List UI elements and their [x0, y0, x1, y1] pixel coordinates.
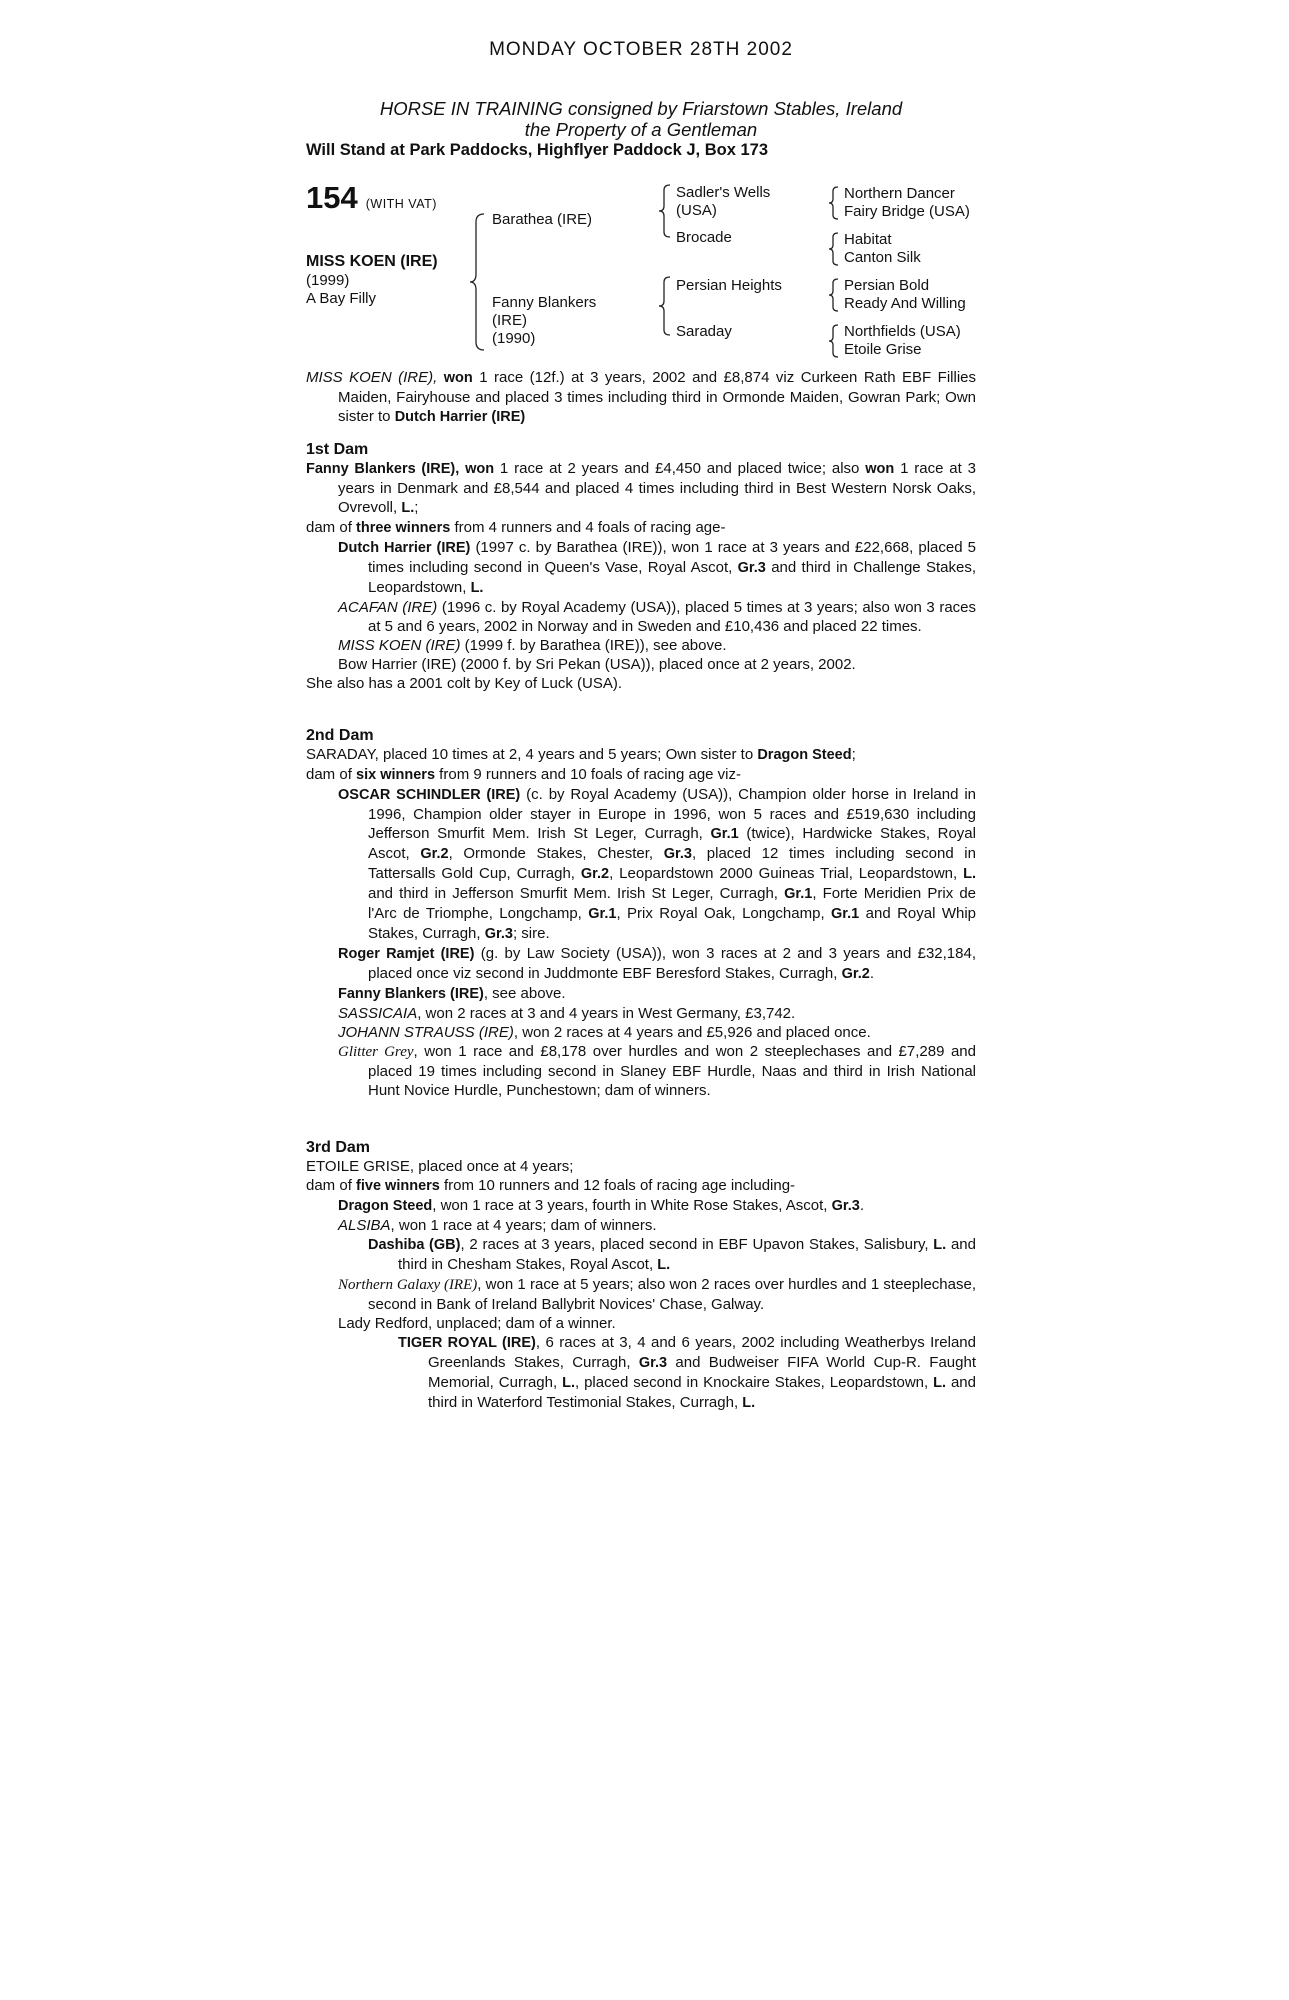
progeny-miss-koen — [306, 636, 976, 655]
progeny-text: , Forte Meridien Prix de l'Arc de Triomphe, Longchamp, — [368, 885, 977, 922]
first-dam-text-1: 1 race at 2 years and £4,450 and placed twice; also — [494, 460, 866, 477]
progeny-text: ; sire. — [512, 925, 550, 942]
progeny-alsiba — [306, 1216, 976, 1235]
consignment-heading — [306, 98, 976, 140]
first-dam-2001-colt: She also has a 2001 colt by Key of Luck (USA). — [306, 675, 623, 692]
progeny-text: , see above. — [483, 985, 566, 1002]
progeny-text: , won 2 races at 3 and 4 years in West Germany, £3,742. — [417, 1005, 796, 1022]
third-dam-produce-summary — [306, 1176, 976, 1196]
first-dam-won-2: won — [865, 461, 895, 477]
progeny-text: , won 1 race at 5 years; also won 2 races over hurdles and 1 steeplechase, second in Bank of Ireland Ballybrit Novices' Chase, Galway. — [368, 1276, 976, 1313]
progeny-name: Dutch Harrier (IRE) — [338, 540, 471, 556]
progeny-text: and third in Jefferson Smurfit Mem. Irish St Leger, Curragh, — [368, 885, 785, 902]
pedigree-sss: Northern Dancer — [844, 185, 955, 202]
progeny-name: ALSIBA — [338, 1217, 391, 1234]
third-dam-record: ETOILE GRISE, placed once at 4 years; — [306, 1158, 574, 1175]
pedigree-bracket-ds — [828, 278, 840, 312]
progeny-text: , placed 12 times including second in Tattersalls Gold Cup, Curragh, — [368, 845, 976, 882]
intro-horse-name: MISS KOEN (IRE), — [306, 369, 438, 386]
second-dam-produce-text-2: from 9 runners and 10 foals of racing age viz- — [435, 766, 742, 783]
progeny-text: , won 1 race at 4 years; dam of winners. — [390, 1217, 657, 1234]
third-dam-produce-text-2: from 10 runners and 12 foals of racing age including- — [439, 1177, 796, 1194]
progeny-listed: L. — [933, 1237, 947, 1253]
first-dam-text-2: 1 race at 3 years in Denmark and £8,544 and placed 4 times including third in Best Western Norsk Oaks, Ovrevoll, — [338, 460, 976, 516]
pedigree-dam-line-1: Fanny Blankers — [492, 294, 597, 311]
progeny-text: , placed second in Knockaire Stakes, Leopardstown, — [574, 1374, 934, 1391]
progeny-grade: Gr.2 — [420, 846, 449, 862]
progeny-grade: Gr.3 — [663, 846, 692, 862]
progeny-grade: Gr.3 — [831, 1198, 860, 1214]
race-record — [306, 368, 976, 427]
progeny-grade: Gr.1 — [831, 906, 860, 922]
progeny-text: (twice), Hardwicke Stakes, Royal Ascot, — [368, 825, 976, 862]
second-dam-end: ; — [851, 746, 856, 763]
progeny-name: MISS KOEN (IRE) — [338, 637, 461, 654]
progeny-listed: L. — [963, 866, 976, 882]
pedigree-ss-line-1: Sadler's Wells — [676, 184, 771, 201]
third-dam-section — [306, 1138, 976, 1413]
pedigree-dam-dam: Saraday — [676, 323, 732, 340]
progeny-name: Dashiba (GB) — [368, 1237, 461, 1253]
progeny-johann-strauss — [306, 1023, 976, 1042]
first-dam-produce-text-2: from 4 runners and 4 foals of racing age- — [450, 519, 726, 536]
intro-sister: Dutch Harrier (IRE) — [394, 409, 526, 425]
progeny-text: , 6 races at 3, 4 and 6 years, 2002 including Weatherbys Ireland Greenlands Stakes, Curragh, — [428, 1334, 976, 1371]
progeny-grade: Gr.3 — [484, 926, 513, 942]
pedigree-bracket-dam — [658, 276, 672, 336]
third-dam-heading: 3rd Dam — [306, 1139, 371, 1156]
first-dam-name: Fanny Blankers (IRE), — [306, 461, 460, 477]
progeny-glitter-grey — [306, 1042, 976, 1100]
first-dam-end: ; — [414, 499, 419, 516]
progeny-text: and third in Chesham Stakes, Royal Ascot, — [398, 1236, 976, 1273]
second-dam-record — [306, 745, 976, 765]
consigned-line-2: the Property of a Gentleman — [524, 119, 758, 140]
progeny-name: Glitter Grey — [338, 1044, 414, 1060]
lot-number-line — [306, 180, 437, 215]
progeny-text: , won 1 race and £8,178 over hurdles and won 2 steeplechases and £7,289 and placed 19 times including second in Slaney EBF Hurdle, Naas and third in Irish National Hunt Novice Hurdle, Punchestown; dam of winners. — [368, 1043, 976, 1099]
progeny-end: . — [859, 1197, 865, 1214]
pedigree-bracket-main — [470, 212, 486, 352]
progeny-text: (c. by Royal Academy (USA)), Champion older horse in Ireland in 1996, Champion older stayer in Europe in 1996, won 5 races and £519,630 including Jefferson Smurfit Mem. Irish St Leger, Curragh, — [368, 786, 977, 842]
horse-year: (1999) — [306, 272, 350, 289]
first-dam-record — [306, 459, 976, 518]
pedigree-dam-line-3: (1990) — [492, 330, 536, 347]
progeny-text: (1996 c. by Royal Academy (USA)), placed 5 times at 3 years; also won 3 races at 5 and 6 years, 2002 in Norway and in Sweden and £10,436 and placed 22 times. — [368, 599, 977, 635]
progeny-text: , Ormonde Stakes, Chester, — [448, 845, 664, 862]
second-dam-produce-summary — [306, 765, 976, 785]
progeny-name: ACAFAN (IRE) — [338, 599, 438, 616]
progeny-grade: Gr.1 — [784, 886, 813, 902]
progeny-name: SASSICAIA — [338, 1005, 418, 1022]
vat-note: (WITH VAT) — [365, 197, 437, 211]
sale-date: MONDAY OCTOBER 28TH 2002 — [489, 39, 793, 60]
third-dam-produce-text-1: dam of — [306, 1177, 357, 1194]
progeny-listed: L. — [657, 1257, 671, 1273]
pedigree-dam-sire: Persian Heights — [676, 277, 782, 294]
horse-name: MISS KOEN (IRE) — [306, 253, 438, 270]
progeny-text: (g. by Law Society (USA)), won 3 races at 2 and 3 years and £32,184, placed once viz second in Juddmonte EBF Beresford Stakes, Curragh, — [368, 945, 976, 982]
progeny-roger-ramjet — [306, 944, 976, 984]
progeny-dutch-harrier — [306, 538, 976, 598]
pedigree-bracket-sire — [658, 184, 672, 238]
first-dam-produce-summary — [306, 518, 976, 538]
second-dam-sister: Dragon Steed — [757, 747, 852, 763]
progeny-tiger-royal — [306, 1333, 976, 1413]
progeny-oscar-schindler — [306, 785, 976, 944]
progeny-text: and third in Waterford Testimonial Stakes, Curragh, — [428, 1374, 976, 1411]
first-dam-won: won — [465, 461, 495, 477]
second-dam-section — [306, 726, 976, 1100]
progeny-listed: L. — [562, 1375, 575, 1391]
first-dam-winners: three winners — [356, 520, 451, 536]
progeny-text: , Prix Royal Oak, Longchamp, — [616, 905, 832, 922]
progeny-name: Dragon Steed — [338, 1198, 433, 1214]
progeny-lady-redford: Lady Redford, unplaced; dam of a winner. — [338, 1315, 616, 1332]
pedigree-sdd: Canton Silk — [844, 249, 921, 266]
progeny-name: JOHANN STRAUSS (IRE) — [338, 1024, 514, 1041]
progeny-fanny-blankers — [306, 984, 976, 1004]
pedigree-dds: Northfields (USA) — [844, 323, 961, 340]
third-dam-winners: five winners — [356, 1178, 440, 1194]
first-dam-listed: L. — [401, 500, 415, 516]
progeny-grade: Gr.1 — [588, 906, 617, 922]
progeny-grade: Gr.2 — [841, 966, 870, 982]
progeny-text: and Budweiser FIFA World Cup-R. Faught Memorial, Curragh, — [428, 1354, 976, 1391]
first-dam-section — [306, 440, 976, 693]
progeny-listed: L. — [933, 1375, 947, 1391]
lot-number: 154 — [306, 180, 358, 215]
progeny-name: OSCAR SCHINDLER (IRE) — [338, 787, 521, 803]
second-dam-winners: six winners — [356, 767, 436, 783]
horse-description: A Bay Filly — [306, 290, 377, 307]
pedigree-bracket-sd — [828, 232, 840, 266]
progeny-sassicaia — [306, 1004, 976, 1023]
pedigree-ss-line-2: (USA) — [676, 202, 717, 219]
pedigree-dss: Persian Bold — [844, 277, 930, 294]
pedigree-ssd: Fairy Bridge (USA) — [844, 203, 970, 220]
progeny-text: and Royal Whip Stakes, Curragh, — [368, 905, 976, 942]
pedigree-sire-dam: Brocade — [676, 229, 732, 246]
pedigree-block — [306, 180, 1006, 365]
progeny-grade: Gr.1 — [710, 826, 739, 842]
progeny-text-1: (1997 c. by Barathea (IRE)), won 1 race at 3 years and £22,668, placed 5 times including second in Queen's Vase, Royal Ascot, — [368, 539, 977, 576]
pedigree-bracket-ss — [828, 186, 840, 220]
progeny-text-2: and third in Challenge Stakes, Leopardstown, — [368, 559, 977, 596]
progeny-grade: Gr.2 — [580, 866, 610, 882]
progeny-name: TIGER ROYAL (IRE) — [398, 1335, 536, 1351]
progeny-text: , won 2 races at 4 years and £5,926 and placed once. — [513, 1024, 871, 1041]
second-dam-produce-text-1: dam of — [306, 766, 357, 783]
progeny-end: . — [869, 965, 874, 982]
progeny-dragon-steed — [306, 1196, 976, 1216]
pedigree-ddd: Etoile Grise — [844, 341, 922, 358]
progeny-name: Northern Galaxy (IRE) — [338, 1277, 478, 1293]
consigned-line-1: HORSE IN TRAINING consigned by Friarstown Stables, Ireland — [379, 98, 903, 119]
pedigree-bracket-dd — [828, 324, 840, 358]
progeny-text: , Leopardstown 2000 Guineas Trial, Leopardstown, — [609, 865, 964, 882]
intro-text: 1 race (12f.) at 3 years, 2002 and £8,874 viz Curkeen Rath EBF Fillies Maiden, Fairyhouse and placed 3 times including third in Ormonde Maiden, Gowran Park; Own sister to — [338, 369, 976, 425]
pedigree-dsd: Ready And Willing — [844, 295, 966, 312]
progeny-northern-galaxy — [306, 1275, 976, 1314]
pedigree-sds: Habitat — [844, 231, 892, 248]
progeny-text: , 2 races at 3 years, placed second in EBF Upavon Stakes, Salisbury, — [460, 1236, 934, 1253]
progeny-listed: L. — [742, 1395, 756, 1411]
progeny-name: Fanny Blankers (IRE) — [338, 986, 484, 1002]
progeny-text: , won 1 race at 3 years, fourth in White Rose Stakes, Ascot, — [432, 1197, 832, 1214]
stand-location: Will Stand at Park Paddocks, Highflyer Paddock J, Box 173 — [306, 141, 768, 159]
progeny-acafan — [306, 598, 976, 636]
pedigree-sire-sire — [676, 184, 770, 220]
pedigree-sire: Barathea (IRE) — [492, 211, 593, 228]
progeny-text: (1999 f. by Barathea (IRE)), see above. — [460, 637, 727, 654]
second-dam-heading: 2nd Dam — [306, 727, 374, 744]
progeny-grade: Gr.3 — [638, 1355, 668, 1371]
progeny-bow-harrier: Bow Harrier (IRE) (2000 f. by Sri Pekan (USA)), placed once at 2 years, 2002. — [338, 656, 856, 673]
progeny-listed: L. — [470, 580, 484, 596]
progeny-name: Roger Ramjet (IRE) — [338, 946, 475, 962]
progeny-dashiba — [306, 1235, 976, 1275]
pedigree-dam-line-2: (IRE) — [492, 312, 527, 329]
progeny-grade: Gr.3 — [737, 560, 766, 576]
intro-paragraph — [306, 368, 976, 427]
intro-won: won — [443, 370, 473, 386]
pedigree-dam — [492, 294, 596, 348]
first-dam-heading: 1st Dam — [306, 441, 369, 458]
second-dam-text: SARADAY, placed 10 times at 2, 4 years and 5 years; Own sister to — [306, 746, 758, 763]
first-dam-produce-text-1: dam of — [306, 519, 357, 536]
